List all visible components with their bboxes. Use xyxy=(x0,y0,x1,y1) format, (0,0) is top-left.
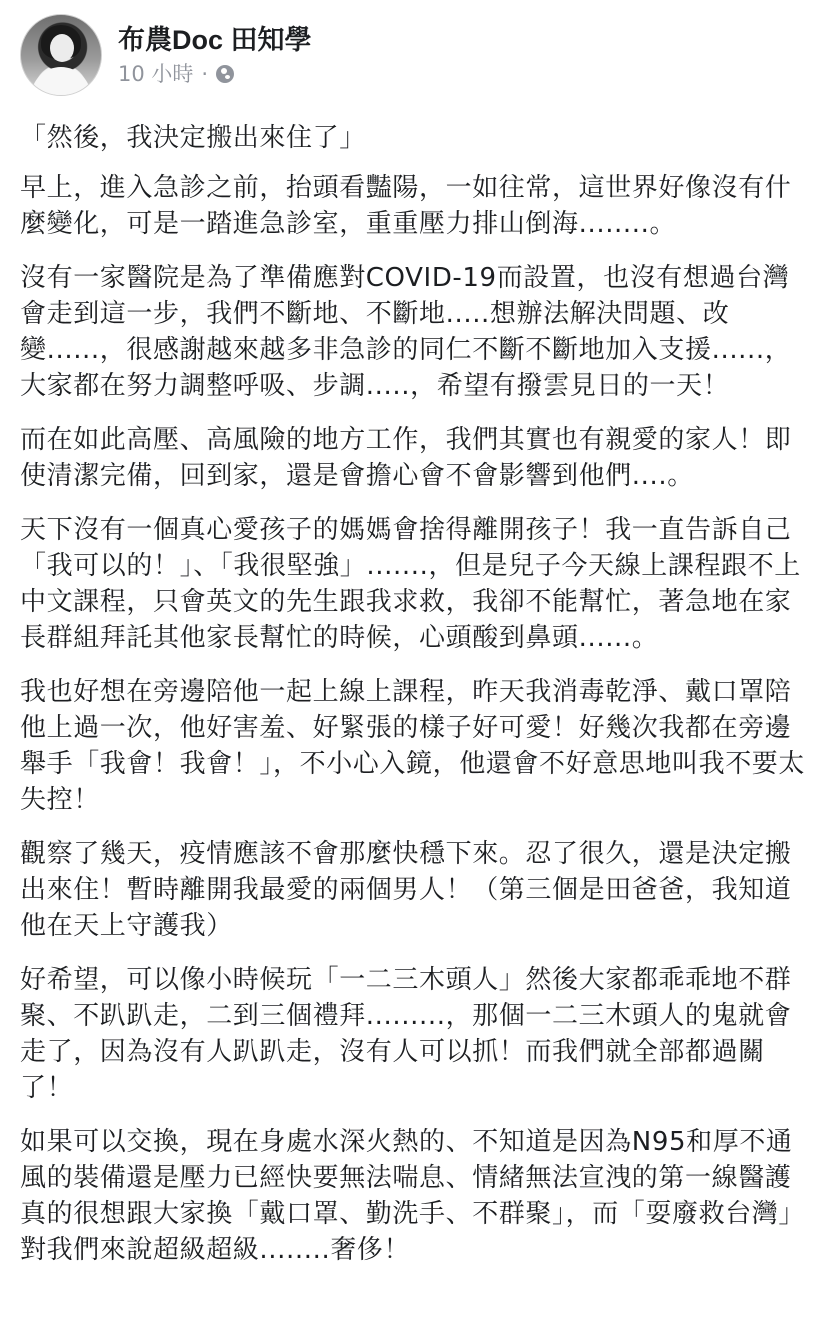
post-paragraph: 而在如此高壓、高風險的地方工作，我們其實也有親愛的家人！即使清潔完備，回到家，還是會擔心會不會影響到他們....。 xyxy=(20,425,792,491)
post-paragraph: 「然後，我決定搬出來住了」 xyxy=(20,123,366,153)
header-text xyxy=(118,23,312,87)
avatar-face xyxy=(50,34,74,62)
post-paragraph: 沒有一家醫院是為了準備應對COVID-19而設置，也沒有想過台灣會走到這一步，我們不斷地、不斷地.....想辦法解決問題、改變......，很感謝越來越多非急診的同仁不斷不斷地加入支援......，大家都在努力調整呼吸、步調.....，希望有撥雲見日的一天！ xyxy=(20,263,792,401)
globe-icon[interactable] xyxy=(216,65,234,83)
avatar[interactable] xyxy=(20,14,102,96)
post-header xyxy=(20,13,312,97)
post-paragraph: 觀察了幾天，疫情應該不會那麼快穩下來。忍了很久，還是決定搬出來住！暫時離開我最愛的兩個男人！（第三個是田爸爸，我知道他在天上守護我） xyxy=(20,839,792,941)
post-time[interactable]: 10 小時 xyxy=(118,62,194,86)
post-meta xyxy=(118,61,312,87)
post-paragraph: 如果可以交換，現在身處水深火熱的、不知道是因為N95和厚不通風的裝備還是壓力已經快要無法喘息、情緒無法宣洩的第一線醫護真的很想跟大家換「戴口罩、勤洗手、不群聚」，而「耍廢救台灣」對我們來說超級超級........奢侈！ xyxy=(20,1127,806,1265)
meta-separator: · xyxy=(201,62,209,86)
avatar-body xyxy=(31,67,91,96)
author-name[interactable]: 布農Doc 田知學 xyxy=(118,25,312,55)
post-paragraph: 天下沒有一個真心愛孩子的媽媽會捨得離開孩子！我一直告訴自己「我可以的！」、「我很堅強」.......，但是兒子今天線上課程跟不上中文課程，只會英文的先生跟我求救，我卻不能幫忙，著急地在家長群組拜託其他家長幫忙的時候，心頭酸到鼻頭......。 xyxy=(20,515,801,653)
post-body xyxy=(20,120,810,1286)
post-paragraph: 我也好想在旁邊陪他一起上線上課程，昨天我消毒乾淨、戴口罩陪他上過一次，他好害羞、好緊張的樣子好可愛！好幾次我都在旁邊舉手「我會！我會！」，不小心入鏡，他還會不好意思地叫我不要太失控！ xyxy=(20,677,806,815)
post-paragraph: 早上，進入急診之前，抬頭看豔陽，一如往常，這世界好像沒有什麼變化，可是一踏進急診室，重重壓力排山倒海........。 xyxy=(20,173,792,239)
post-paragraph: 好希望，可以像小時候玩「一二三木頭人」然後大家都乖乖地不群聚、不趴趴走，二到三個禮拜.........，那個一二三木頭人的鬼就會走了，因為沒有人趴趴走，沒有人可以抓！而我們就全部都過關了！ xyxy=(20,965,792,1103)
